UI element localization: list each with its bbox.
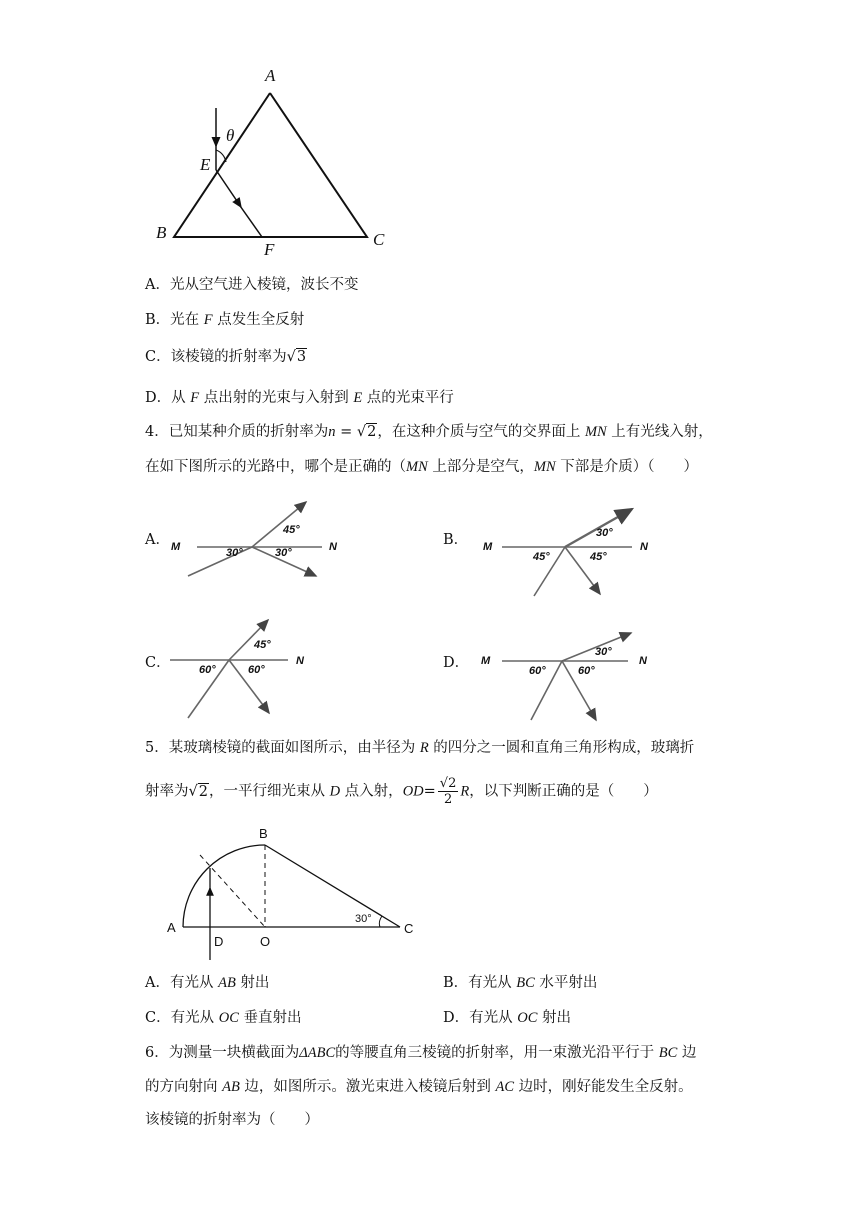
q4a-m-label: M [171, 541, 181, 553]
q4c-top-angle: 45° [254, 639, 271, 651]
text: C．有光从 [145, 1010, 219, 1026]
text: A．有光从 [145, 975, 219, 991]
q5-stem-line2: 射率为√2，一平行细光束从 D 点入射，OD= $\frac{√2}{2}$ R，以下判断正确的是（ ） [145, 776, 658, 807]
text: 5．某玻璃棱镜的截面如图所示，由半径为 [145, 740, 420, 756]
text: 下部是介质）（ ） [555, 459, 698, 475]
q6-stem-line3: 该棱镜的折射率为（ ） [145, 1112, 319, 1128]
label-F: F [264, 240, 275, 259]
q5-option-a [145, 973, 269, 993]
var: AB [218, 975, 236, 991]
quarter-arc [183, 845, 265, 927]
var: MN [584, 424, 607, 440]
q4-option-c: C． [145, 655, 171, 671]
numerator: √2 [439, 776, 457, 791]
label-theta: θ [226, 126, 235, 145]
var: AC [495, 1079, 515, 1095]
q5-option-b [443, 973, 597, 993]
var: D [329, 783, 341, 800]
var: OC [517, 1010, 538, 1026]
text: 点入射， [340, 783, 403, 800]
text: 点出射的光束与入射到 [199, 390, 354, 406]
q4b-right-angle: 45° [590, 551, 607, 563]
text: 4．已知某种介质的折射率为 [145, 424, 329, 440]
q4d-n-label: N [639, 655, 647, 667]
text: = [335, 424, 357, 440]
q4b-left-angle: 45° [533, 551, 550, 563]
q4d-top-angle: 30° [595, 646, 612, 658]
var: R [419, 740, 429, 756]
q4-option-b: B． [443, 532, 469, 548]
q5-label-c: C [404, 921, 414, 936]
var: OC [218, 1010, 239, 1026]
q4a-right-angle: 30° [275, 547, 292, 559]
q4c-n-label: N [296, 655, 304, 667]
q4b-top-angle: 30° [596, 527, 613, 539]
var: MN [533, 459, 556, 475]
var: OD [402, 783, 424, 800]
text: B．光在 [145, 312, 204, 328]
q4b-m-label: M [483, 541, 493, 553]
q4d-right-angle: 60° [578, 665, 595, 677]
q3-option-c: C．该棱镜的折射率为√3 [145, 349, 307, 365]
text: 边 [677, 1045, 697, 1061]
var: R [460, 783, 470, 800]
q6-stem-line1 [145, 1043, 696, 1063]
q5-label-o: O [260, 934, 271, 949]
label-B: B [156, 223, 167, 242]
sqrt-value: 2 [198, 783, 208, 800]
q4b-n-label: N [640, 541, 648, 553]
q3-option-a: A．光从空气进入棱镜，波长不变 [145, 277, 359, 293]
q5-option-c [145, 1008, 301, 1028]
q6-stem-line2 [145, 1077, 693, 1097]
q5-option-d [443, 1008, 571, 1028]
var: MN [406, 459, 428, 475]
q4c-left-angle: 60° [199, 664, 216, 676]
label-E: E [200, 155, 211, 174]
text: B．有光从 [443, 975, 517, 991]
var: BC [658, 1045, 678, 1061]
q4a-n-label: N [329, 541, 337, 553]
text: 在如下图所示的光路中，哪个是正确的（ [145, 459, 406, 475]
q4a-top-angle: 45° [283, 524, 300, 536]
q5-angle-label: 30° [355, 913, 372, 925]
q4d-left-angle: 60° [529, 665, 546, 677]
q4-stem-line1: 4．已知某种介质的折射率为n = √2，在这种介质与空气的交界面上 MN 上有光线入射， [145, 424, 713, 440]
var: ΔABC [299, 1045, 336, 1061]
text: 射出 [235, 975, 270, 991]
text: 上有光线入射， [606, 424, 713, 440]
text: 上部分是空气， [427, 459, 534, 475]
var: F [203, 312, 213, 328]
angle-arc-c [379, 916, 382, 927]
text: ，一平行细光束从 [208, 783, 330, 800]
denominator: 2 [443, 792, 453, 807]
q4-option-d: D． [443, 655, 470, 671]
var: F [190, 390, 200, 406]
text: D．有光从 [443, 1010, 518, 1026]
text: 垂直射出 [238, 1010, 302, 1026]
q4a-left-angle: 30° [226, 547, 243, 559]
var: AB [222, 1079, 240, 1095]
text: 射出 [537, 1010, 571, 1026]
text: 射率为 [145, 783, 189, 800]
label-C: C [373, 230, 385, 249]
hypotenuse-bc [265, 845, 400, 927]
text: 边时，刚好能发生全反射。 [514, 1079, 693, 1095]
text: ，在这种介质与空气的交界面上 [377, 424, 585, 440]
text: C．该棱镜的折射率为 [145, 349, 287, 365]
q5-label-d: D [214, 934, 224, 949]
text: 6．为测量一块横截面为 [145, 1045, 300, 1061]
q4c-right-angle: 60° [248, 664, 265, 676]
text: 边，如图所示。激光束进入棱镜后射到 [239, 1079, 496, 1095]
text: 点的光束平行 [362, 390, 454, 406]
sqrt-value: 2 [367, 424, 377, 440]
q5-label-b: B [259, 826, 268, 841]
var: E [353, 390, 363, 406]
text: 水平射出 [534, 975, 598, 991]
sqrt-value: 3 [296, 349, 307, 365]
text: 的等腰直角三棱镜的折射率，用一束激光沿平行于 [335, 1045, 659, 1061]
text: 的四分之一圆和直角三角形构成，玻璃折 [428, 740, 695, 756]
q4d-m-label: M [481, 655, 491, 667]
text: ，以下判断正确的是（ ） [469, 783, 658, 800]
label-A: A [265, 66, 276, 85]
var: n [328, 424, 336, 440]
q5-label-a: A [167, 920, 176, 935]
text: 点发生全反射 [212, 312, 305, 328]
text: = [423, 783, 436, 800]
text: D．从 [145, 390, 191, 406]
q4-option-a: A． [145, 532, 170, 548]
text: 的方向射向 [145, 1079, 223, 1095]
var: BC [516, 975, 535, 991]
